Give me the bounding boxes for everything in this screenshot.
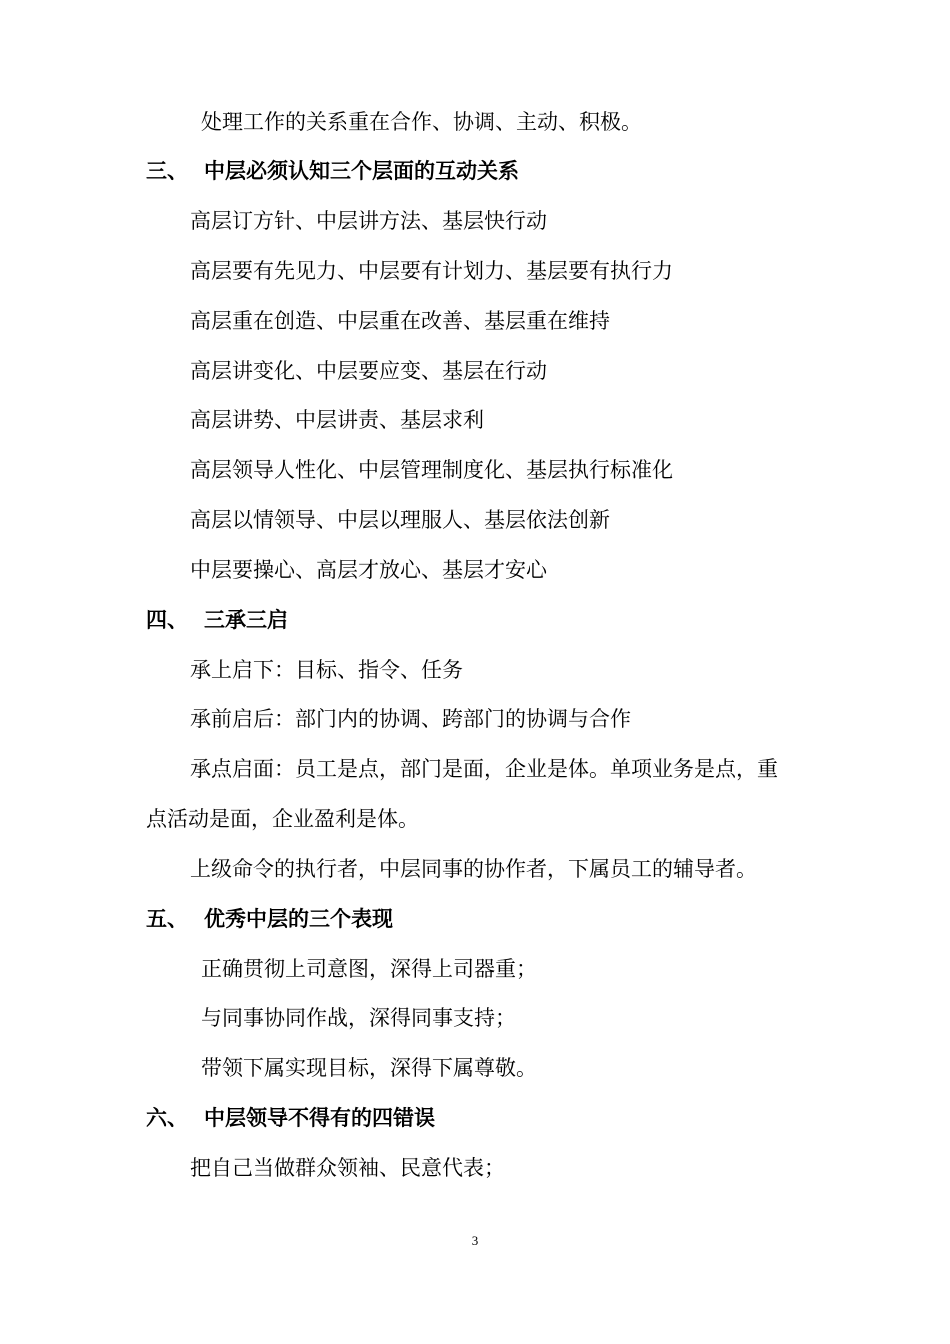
section-3-line: 高层讲变化、中层要应变、基层在行动 <box>190 359 547 383</box>
section-5-title: 优秀中层的三个表现 <box>204 907 393 931</box>
section-4-title: 三承三启 <box>204 608 288 632</box>
section-3-line: 高层讲势、中层讲责、基层求利 <box>190 408 484 432</box>
section-5-line: 正确贯彻上司意图，深得上司器重； <box>201 957 537 981</box>
section-3-number: 三、 <box>146 159 188 183</box>
section-4-heading <box>146 605 288 635</box>
page-number: 3 <box>471 1233 479 1248</box>
section-4-number: 四、 <box>146 608 188 632</box>
section-3-line: 高层重在创造、中层重在改善、基层重在维持 <box>190 309 610 333</box>
section-5-number: 五、 <box>146 907 188 931</box>
section-5-heading <box>146 904 393 934</box>
intro-line: 处理工作的关系重在合作、协调、主动、积极。 <box>201 110 642 134</box>
section-3-line: 高层要有先见力、中层要有计划力、基层要有执行力 <box>190 259 673 283</box>
section-4-line: 承前启后：部门内的协调、跨部门的协调与合作 <box>190 707 631 731</box>
section-4-line: 上级命令的执行者，中层同事的协作者，下属员工的辅导者。 <box>190 857 757 881</box>
section-3-line: 中层要操心、高层才放心、基层才安心 <box>190 558 547 582</box>
section-6-heading <box>146 1103 435 1133</box>
section-4-line: 承点启面：员工是点，部门是面，企业是体。单项业务是点，重 <box>190 757 778 781</box>
section-6-line: 把自己当做群众领袖、民意代表； <box>190 1156 505 1180</box>
section-5-line: 与同事协同作战，深得同事支持； <box>201 1006 516 1030</box>
section-3-title: 中层必须认知三个层面的互动关系 <box>204 159 519 183</box>
section-5-line: 带领下属实现目标，深得下属尊敬。 <box>201 1056 537 1080</box>
section-3-line: 高层订方针、中层讲方法、基层快行动 <box>190 209 547 233</box>
section-6-title: 中层领导不得有的四错误 <box>204 1106 435 1130</box>
section-4-line: 承上启下：目标、指令、任务 <box>190 658 463 682</box>
section-3-line: 高层以情领导、中层以理服人、基层依法创新 <box>190 508 610 532</box>
section-4-line: 点活动是面，企业盈利是体。 <box>146 807 419 831</box>
section-6-number: 六、 <box>146 1106 188 1130</box>
section-3-heading <box>146 156 519 186</box>
section-3-line: 高层领导人性化、中层管理制度化、基层执行标准化 <box>190 458 673 482</box>
